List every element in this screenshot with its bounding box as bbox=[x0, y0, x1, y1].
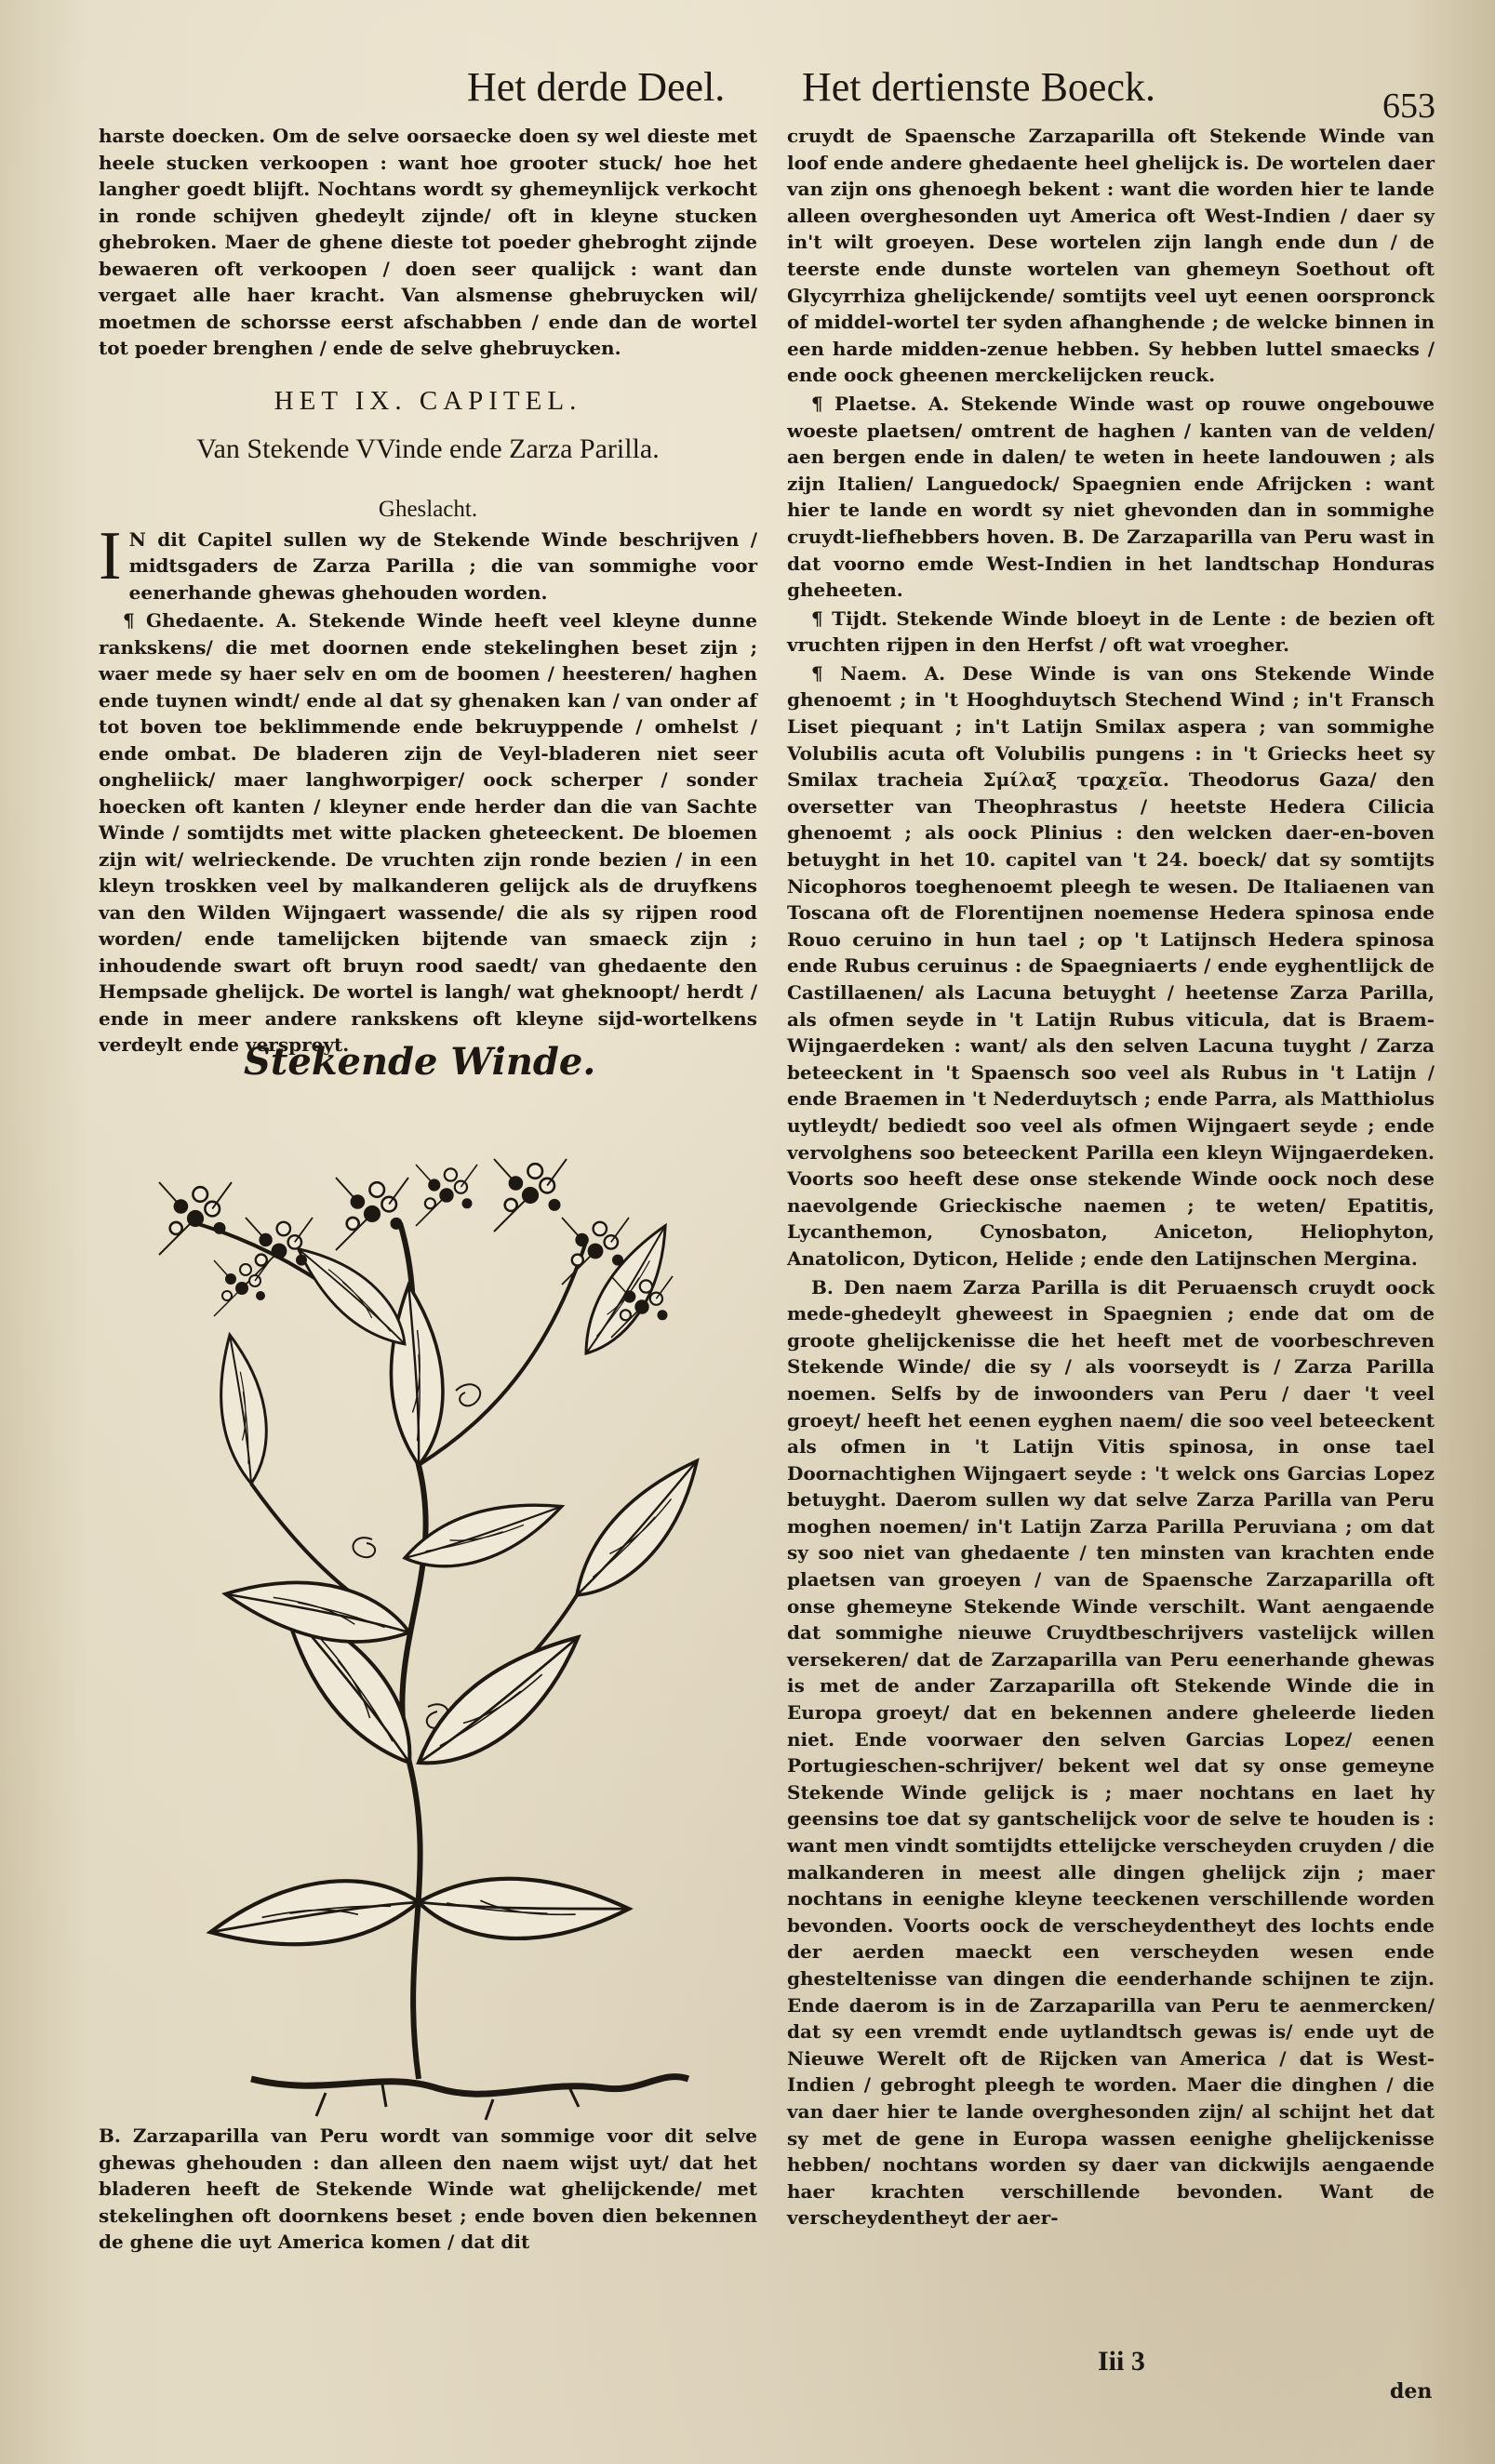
intro-paragraph: harste doecken. Om de selve oorsaecke doen sy wel dieste met heele stucken verkoopen : want hoe grooter stuck/ hoe het langher goedt blijft. Nochtans wordt sy ghemeynlijck verkocht in ronde schijven ghedeylt zijnde/ oft in kleyne stucken ghebroken. Maer de ghene dieste tot poeder ghebroght zijnde bewaeren oft verkoopen / doen seer qualijck : want dan vergaet alle haer kracht. Van alsmense ghebruycken wil/ moetmen de schorsse eerst afschabben / ende dan de wortel tot poeder brenghen / ende de selve ghebruycken. bbox=[99, 125, 757, 359]
chapter-subtitle: Van Stekende VVinde ende Zarza Parilla. bbox=[196, 433, 660, 464]
figure-caption-block bbox=[99, 2123, 757, 2258]
running-head-left: Het derde Deel. bbox=[467, 64, 726, 110]
gheslacht-paragraph: N dit Capitel sullen wy de Stekende Winde beschrijven / midtsgaders de Zarza Parilla ; die van sommighe voor eenerhande ghewas ghehouden worden. bbox=[128, 527, 757, 604]
caption-paragraph: B. Zarzaparilla van Peru wordt van sommige voor dit selve ghewas ghehouden : dan alleen den naem wijst uyt/ dat het bladeren heeft de Stekende Winde wat ghelijckende/ met stekelinghen oft doornkens beset ; ende boven dien bekennen de ghene die uyt America komen / dat dit bbox=[99, 2124, 757, 2253]
page-number: 653 bbox=[1382, 87, 1435, 126]
ghedaente-paragraph: ¶ Ghedaente. A. Stekende Winde heeft veel kleyne dunne rankskens/ die met doornen ende stekelinghen beset zijn ; waer mede sy haer selv en om de boomen / heesteren/ haghen ende tuynen windt/ ende al dat sy ghenaken kan / van onder af tot boven toe beklimmende ende bekruyppende / omhelst / ende ombat. De bladeren zijn de Veyl-bladeren niet seer ongheliick/ maer langhworpiger/ oock scherper / sonder hoecken oft kanten / kleyner ende herder dan die van Sachte Winde / somtijdts met witte placken gheteeckent. De bloemen zijn wit/ welrieckende. De vruchten zijn ronde bezien / in een kleyn troskken veel by malkanderen gelijck als de druyfkens van den Wilden Wijngaert wassende/ die als sy rijpen rood worden/ ende tamelijcken bijtende van smaeck zijn ; inhoudende swart oft bruyn rood saedt/ van ghedaente den Hempsade ghelijck. De wortel is langh/ wat gheknoopt/ herdt / ende in meer andere rankskens oft kleyne sijd-wortelkens verdeylt ende verspreyt. bbox=[99, 609, 757, 1056]
section-label: Gheslacht. bbox=[378, 496, 478, 522]
gheslacht-block bbox=[99, 517, 757, 606]
plaetse-paragraph: ¶ Plaetse. A. Stekende Winde wast op rouwe ongebouwe woeste plaetsen/ omtrent de haghen / kanten van de velden/ aen bergen ende in dalen/ te weten in heete landouwen ; als zijn Italien/ Languedock/ Spaegnien ende Afrijcken : want hier te lande en wordt sy niet ghevonden dan in sommighe cruydt-liefhebbers hoven. B. De Zarzaparilla van Peru wast in dat voorno emde West-Indien in het landtschap Honduras gheheeten. bbox=[787, 392, 1435, 602]
chapter-title: HET IX. CAPITEL. bbox=[274, 385, 582, 416]
naem-paragraph: ¶ Naem. A. Dese Winde is van ons Stekende Winde ghenoemt ; in 't Hooghduytsch Stechend Wind ; in't Fransch Liset piequant ; in't Latijn Smilax aspera ; van sommighe Volubilis acuta oft Volubilis pungens : in 't Griecks heet sy Smilax tracheia Σμίλαξ τραχεῖα. Theodorus Gaza/ den oversetter van Theophrastus / heetste Hedera Cilicia ghenoemt ; als oock Plinius : den welcken daer-en-boven betuyght in het 10. capitel van 't 24. boeck/ dat sy somtijts Nicophoros toeghenoemt pleegh te wesen. De Italiaenen van Toscana oft de Florentijnen noemense Hedera spinosa ende Rouo ceruino in hun tael ; op 't Latijnsch Hedera spinosa ende Rubus ceruinus : de Spaegniaerts / ende eyghentlijck de Castillaenen/ als Lacuna betuyght / heetense Zarza Parilla, als ofmen seyde in 't Latijn Rubus viticula, dat is Braem-Wijngaerdeken : want/ als den selven Lacuna tuyght / Zarza beteeckent in 't Spaensch soo veel als Rubus in 't Latijn / ende Braemen in 't Nederduytsch ; ende Parra, als Matthiolus uytleydt/ bediedt soo veel als ofmen Wijngaert seyde ; ende vervolghens soo beteeckent Parilla een kleyn Wijngaerdeken. Voorts soo heeft dese onse stekende Winde oock noch dese naevolgende Grieckische naemen ; te weten/ Epatitis, Lycanthemon, Cynosbaton, Aniceton, Heliophyton, Anatolicon, Dyticon, Helide ; ende den Latijnschen Mergina. bbox=[787, 661, 1435, 1270]
naem-b-paragraph: B. Den naem Zarza Parilla is dit Peruaensch cruydt oock mede-ghedeylt gheweest in Spaegnien ; ende dat om de groote ghelijckenisse die het heeft met de voorbeschreven Stekende Winde/ die sy / als voorseydt is / Zarza Parilla noemen. Selfs by de inwoonders van Peru / daer 't veel groeyt/ heeft het eenen eyghen naem/ die soo veel beteeckent als ofmen in 't Latijn Vitis spinosa, in onse tael Doornachtighen Wijngaert seyde : 't welck ons Garcias Lopez betuyght. Daerom sullen wy dat selve Zarza Parilla van Peru moghen noemen/ in't Latijn Zarza Parilla Peruviana ; om dat sy soo niet van ghedaente / ten minsten van krachten ende plaetsen van groeyen / van de Spaensche Zarzaparilla oft onse ghemeyne Stekende Winde verschilt. Want aengaende dat sommighe nieuwe Cruydtbeschrijvers vastelijck willen versekeren/ dat de Zarzaparilla van Peru eenerhande ghewas is met de ander Zarzaparilla oft Stekende Winde die in Europa groeyt/ dat en bekennen andere gheleerde lieden niet. Ende voorwaer den selven Garcias Lopez/ eenen Portugieschen-schrijver/ bekent wel dat sy onse gemeyne Stekende Winde gelijck is ; maer nochtans en laet hy geensins toe dat sy gantschelijck voor de selve te houden is : want men vindt somtijdts ettelijcke verscheyden cruyden / die malkanderen in meest alle dingen ghelijck zijn ; maer nochtans in eenighe kleyne teeckenen verschillende worden bevonden. Voorts oock de verscheydentheyt des lochts ende der aerden maeckt een verscheyden wesen ende ghesteltenisse van dingen die eenderhande schijnen te zijn. Ende daerom is in de Zarzaparilla van Peru te aenmercken/ dat sy een vremdt ende uytlandtsch gewas is/ ende uyt de Nieuwe Werelt oft de Rijcken van America / dat is West-Indien / gebroght pleegh te worden. Maer die dinghen / die van daer hier te lande overghesonden zijn/ al schijnt het dat sy met de gene in Europa wassen eenighe ghelijckenisse hebben/ nochtans worden sy daer van dickwijls aengaende haer krachten verschillende bevonden. Want de verscheydentheyt der aer- bbox=[787, 1275, 1435, 2230]
right-paragraph-1: cruydt de Spaensche Zarzaparilla oft Stekende Winde van loof ende andere ghedaente heel ghelijck is. De wortelen daer van zijn ons ghenoegh bekent : want die worden hier te lande alleen overghesonden uyt America oft West-Indien / daer sy in't wilt groeyen. Dese wortelen zijn langh ende dun / de teerste ende dunste wortelen van ghemeyn Soethout oft Glycyrrhiza ghelijckende/ somtijts veel uyt eenen oorspronck of middel-wortel ter syden afhanghende ; de welcke binnen in een harde midden-zenue hebben. Sy hebben luttel smaecks / ende oock gheenen merckelijcken reuck. bbox=[787, 125, 1435, 387]
left-column bbox=[99, 123, 757, 1060]
drop-cap: I bbox=[99, 517, 122, 594]
running-head-right: Het dertienste Boeck. bbox=[802, 64, 1155, 110]
figure-title: Stekende Winde. bbox=[244, 1040, 596, 1084]
woodcut-illustration bbox=[140, 1112, 707, 2121]
catchword: den bbox=[1390, 2379, 1433, 2404]
signature-mark: Iii 3 bbox=[1098, 2346, 1145, 2377]
tijdt-paragraph: ¶ Tijdt. Stekende Winde bloeyt in de Lente : de bezien oft vruchten rijpen in den Herfst / oft wat vroegher. bbox=[787, 606, 1435, 657]
right-column bbox=[787, 123, 1435, 2233]
